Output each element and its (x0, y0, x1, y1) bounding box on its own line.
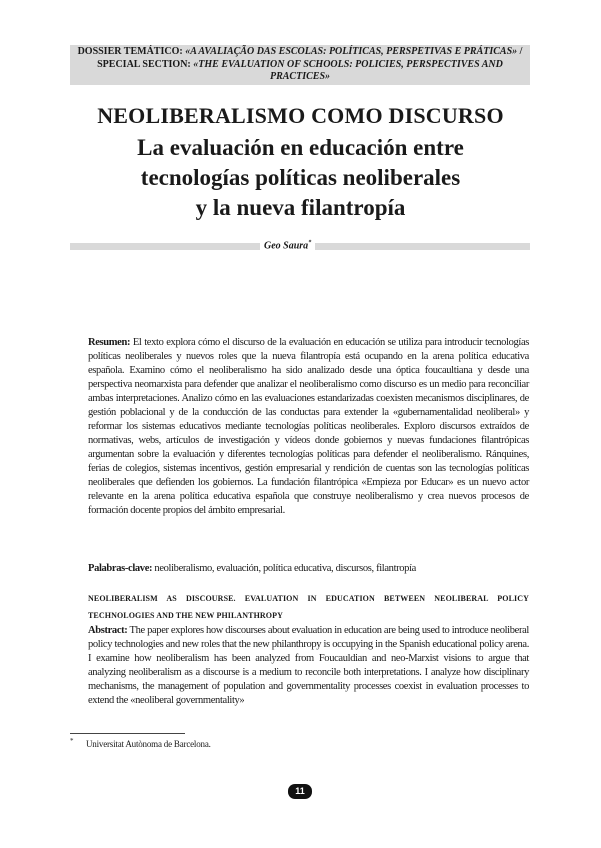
footnote-rule (70, 733, 185, 734)
dossier-header (70, 45, 530, 85)
article-subtitle-line-2: tecnologías políticas neoliberales (140, 165, 461, 190)
footnote-mark: * (70, 737, 74, 745)
abstract-english-label: Abstract: (88, 625, 128, 636)
dossier-title-pt: «A AVALIAÇÃO DAS ESCOLAS: POLÍTICAS, PERSPETIVAS E PRÁTICAS» (185, 46, 518, 57)
article-subtitle-line-1: La evaluación en educación entre (137, 135, 464, 160)
author-footnote-mark: * (308, 240, 312, 246)
abstract-spanish-text: El texto explora cómo el discurso de la evaluación en educación se utiliza para introducir tecnologías políticas neoliberales y nuevos roles que la nueva filantropía está ocupando en la arena política educativa española. Examino cómo el neoliberalismo ha sido analizado desde una óptica foucaultiana y desde una perspectiva neomarxista para defender que analizar el neoliberalismo como discurso es un medio para reconciliar ambas interpretaciones. Analizo cómo en las evaluaciones estandarizadas coexisten mecanismos disciplinares, de gestión poblacional y de la conducción de las conductas para extender la «gubernamentalidad neoliberal» y reformar los sistemas educativos mediante tecnologías políticas neoliberales. Exploro discursos extraídos de normativas, webs, artículos de investigación y vídeos donde gobiernos y nuevas fundaciones filantrópicas argumentan sobre la evaluación y diferentes tecnologías políticas para defender el neoliberalismo. Ránquines, ferias de colegios, sistemas incentivos, gestión empresarial y rendición de cuentas son las tecnologías políticas neoliberales que defienden los gobiernos. La fundación filantrópica «Empieza por Educar» es un nuevo actor relevante en la arena política educativa española que construye neoliberalismo y crea nuevos procesos de formación docente propios del ámbito empresarial. (88, 337, 529, 516)
abstract-spanish (88, 336, 529, 518)
author-name: Geo Saura (264, 240, 309, 252)
keywords-label: Palabras-clave: (88, 563, 153, 574)
dossier-separator: / SPECIAL SECTION: (97, 46, 523, 70)
keywords (88, 562, 529, 576)
article-subtitle-line-3: y la nueva filantropía (195, 195, 406, 220)
abstract-spanish-label: Resumen: (88, 337, 131, 348)
abstract-english (88, 624, 529, 708)
dossier-prefix: DOSSIER TEMÁTICO: (77, 46, 186, 57)
dossier-title-en: «THE EVALUATION OF SCHOOLS: POLICIES, PERSPECTIVES AND PRACTICES» (193, 58, 503, 82)
keywords-text: neoliberalismo, evaluación, política educativa, discursos, filantropía (152, 563, 416, 574)
abstract-english-text: The paper explores how discourses about evaluation in education are being used to introduce neoliberal policy technologies and new roles that the new philanthropy is occupying in the Spanish educational policy arena. I examine how neoliberalism has been analyzed from Foucauldian and neo-Marxist visions to argue that analyzing neoliberalism as a discourse is a medium to reconcile both interpretations. I analyze how disciplinary mechanisms, the management of population and governmentality processes coexist in evaluation processes to extend the «neoliberal governmentality» (88, 625, 529, 706)
footnote (70, 739, 211, 749)
english-title: NEOLIBERALISM AS DISCOURSE. EVALUATION IN EDUCATION BETWEEN NEOLIBERAL POLICY TECHNOLOGIES AND THE NEW PHILANTHROPY (88, 594, 529, 620)
author-byline (260, 240, 315, 251)
footnote-text: Universitat Autònoma de Barcelona. (86, 739, 211, 749)
page-number-badge: 11 (288, 784, 312, 799)
article-main-title: NEOLIBERALISMO COMO DISCURSO (97, 103, 504, 128)
